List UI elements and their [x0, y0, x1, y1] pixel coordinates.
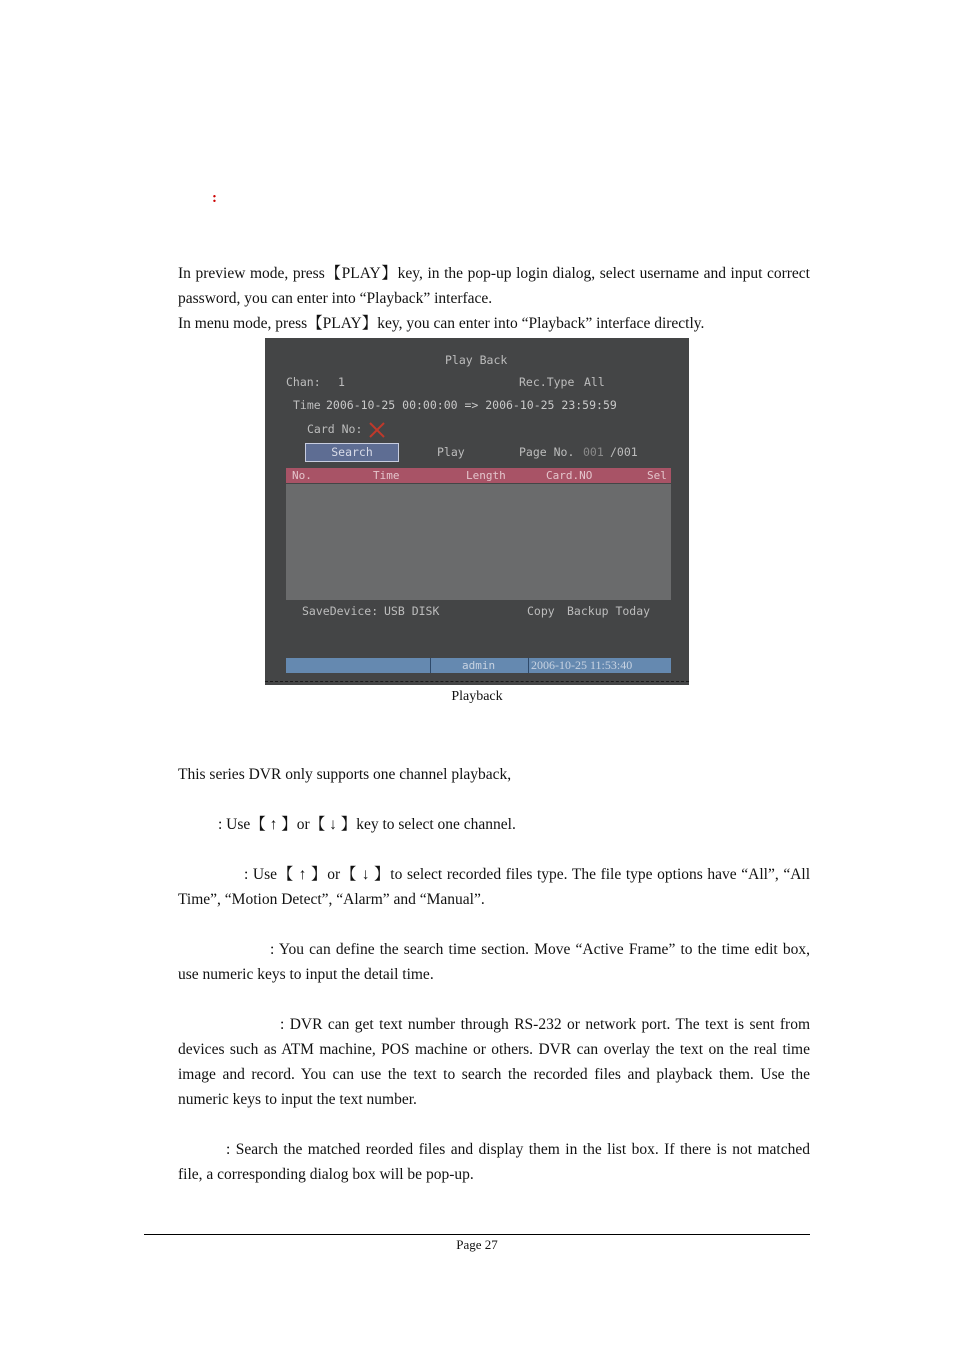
save-device-value[interactable]: USB DISK: [384, 604, 440, 618]
column-sel: Sel: [647, 469, 667, 482]
page-label: Page No.: [519, 445, 575, 459]
copy-button[interactable]: Copy: [527, 604, 555, 618]
save-device-label: SaveDevice:: [302, 604, 379, 618]
footer-rule: [144, 1234, 810, 1235]
rectype-label: Rec.Type: [519, 375, 575, 389]
column-length: Length: [466, 469, 506, 482]
play-button[interactable]: Play: [437, 445, 465, 459]
column-time: Time: [373, 469, 400, 482]
body-paragraph-1: This series DVR only supports one channel playback,: [178, 766, 512, 783]
body-paragraph-time: : You can define the search time section. Move “Active Frame” to the time edit box, use numeric keys to input the detail time.: [178, 941, 810, 983]
body-paragraph-search: : Search the matched reorded files and display them in the list box. If there is not matched file, a corresponding dialog box will be pop-up.: [178, 1141, 810, 1183]
page-total: /001: [610, 445, 638, 459]
status-datetime: 2006-10-25 11:53:40: [531, 658, 633, 672]
page-current[interactable]: 001: [583, 445, 604, 459]
chan-value[interactable]: 1: [338, 375, 345, 389]
backup-today-button[interactable]: Backup Today: [567, 604, 651, 618]
figure-caption: Playback: [451, 689, 503, 704]
search-button[interactable]: Search: [305, 443, 399, 462]
screen-title: Play Back: [445, 353, 508, 367]
column-no: No.: [292, 469, 312, 482]
body-paragraph-rectype: : Use【 ↑ 】or【 ↓ 】to select recorded files type. The file type options have “All”, “All Time”, “Motion Detect”, “Alarm” and “Manual”.: [178, 866, 810, 908]
time-range[interactable]: 2006-10-25 00:00:00 => 2006-10-25 23:59:59: [326, 398, 617, 412]
chan-label: Chan:: [286, 375, 321, 389]
bottom-dashed-line: [265, 681, 689, 684]
time-label: Time: [293, 398, 321, 412]
body-paragraph-chan: : Use【 ↑ 】or【 ↓ 】key to select one channel.: [218, 816, 516, 833]
invalid-x-icon[interactable]: [368, 421, 386, 439]
body-paragraph-card: : DVR can get text number through RS-232 or network port. The text is sent from devices such as ATM machine, POS machine or others. DVR can overlay the text on the real time image and record. You can use the text to search the recorded files and playback them. Use the numeric keys to input the text number.: [178, 1016, 810, 1108]
heading-marker: :: [212, 190, 217, 206]
page-number: Page 27: [456, 1237, 498, 1252]
column-card-no: Card.NO: [546, 469, 593, 482]
rectype-value[interactable]: All: [584, 375, 605, 389]
file-list-header: [286, 468, 671, 483]
status-bar: [286, 658, 671, 673]
intro-paragraph-1: In preview mode, press【PLAY】key, in the pop-up login dialog, select username and input correct password, you can enter into “Playback” interface.: [178, 265, 810, 307]
playback-screenshot: [265, 338, 689, 685]
intro-paragraph-2: In menu mode, press【PLAY】key, you can enter into “Playback” interface directly.: [178, 315, 705, 332]
card-label: Card No:: [307, 422, 363, 436]
status-user: admin: [462, 659, 496, 672]
file-list-box[interactable]: [286, 484, 671, 600]
